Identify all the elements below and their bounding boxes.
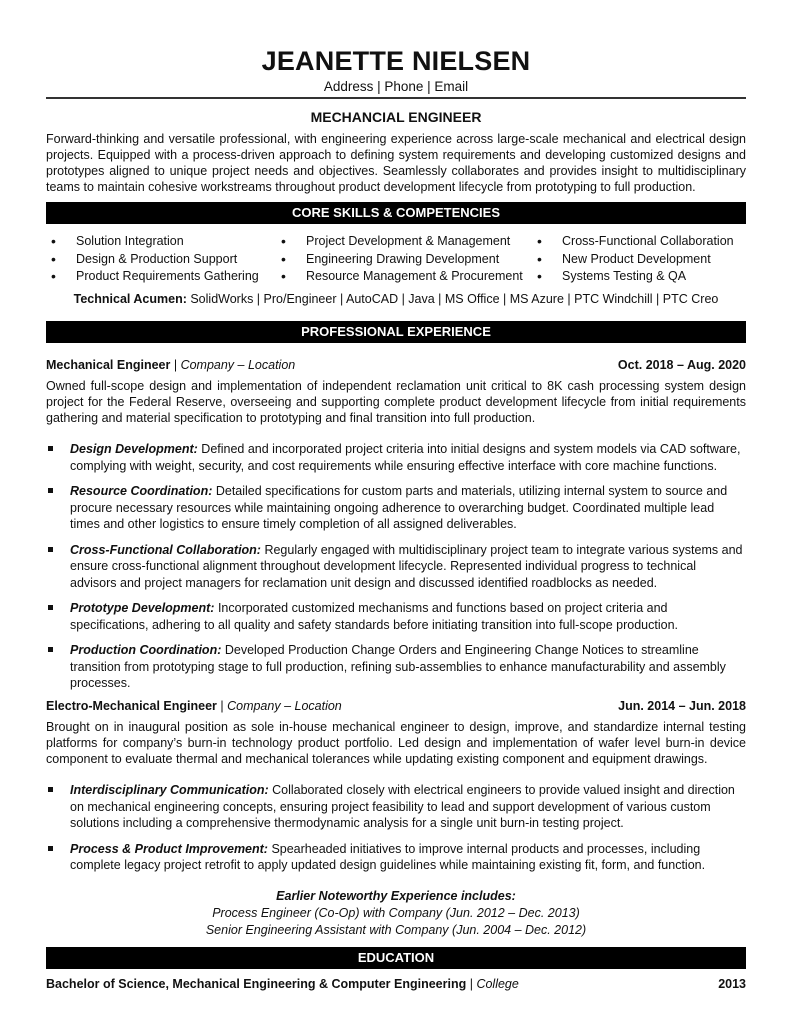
job-company: Company – Location	[227, 699, 342, 713]
achievement-item: Cross-Functional Collaboration: Regularly engaged with multidisciplinary project team to integrate various systems and ensure cross-functional alignment throughout development lifecycle. Represented individual progress to technical advisors and project managers for reclamation unit design and discussed identified roadblocks as needed.	[46, 542, 746, 592]
technical-acumen	[46, 292, 746, 306]
achievement-item: Interdisciplinary Communication: Collaborated closely with electrical engineers to provide valued insight and direction on mechanical engineering concepts, ensuring project feasibility to lead and support development of various custom solutions including a comprehensive thermodynamic analysis for a single unit burn-in testing project.	[46, 782, 746, 832]
skill-item: • Design & Production Support	[51, 250, 238, 267]
skill-item: • Cross-Functional Collaboration	[537, 233, 734, 249]
skill-item: • Systems Testing & QA	[537, 268, 687, 284]
achievement-item: Process & Product Improvement: Spearheaded initiatives to improve internal products and processes, including complete legacy project retrofit to apply updated design guidelines while maintaining existing fit, form, and function.	[46, 841, 746, 874]
bullet-icon: •	[51, 268, 56, 284]
square-bullet-icon	[48, 446, 53, 451]
square-bullet-icon	[48, 846, 53, 851]
contact-line: Address | Phone | Email	[323, 79, 469, 94]
candidate-name: JEANETTE NIELSEN	[261, 46, 531, 76]
square-bullet-icon	[48, 647, 53, 652]
square-bullet-icon	[48, 547, 53, 552]
graduation-year: 2013	[718, 977, 746, 991]
job-role: Mechanical Engineer	[46, 358, 171, 372]
section-header-skills: CORE SKILLS & COMPETENCIES	[46, 202, 746, 224]
bullet-icon: •	[537, 233, 542, 249]
earlier-experience-item: Senior Engineering Assistant with Company (Jun. 2004 – Dec. 2012)	[205, 923, 587, 937]
technical-acumen-list: SolidWorks | Pro/Engineer | AutoCAD | Java | MS Office | MS Azure | PTC Windchill | PTC Creo	[186, 292, 719, 306]
earlier-experience-item: Process Engineer (Co-Op) with Company (Jun. 2012 – Dec. 2013)	[212, 906, 580, 920]
skill-item: • Project Development & Management	[281, 233, 511, 249]
job-summary: Owned full-scope design and implementation of independent reclamation unit critical to 8K cash processing system design project for the Federal Reserve, overseeing and supporting complete product development lifecycle from initial requirements gathering and material specification to prototyping and final transition into full production.	[46, 379, 746, 425]
square-bullet-icon	[48, 605, 53, 610]
degree: Bachelor of Science, Mechanical Engineering & Computer Engineering	[46, 977, 467, 991]
job-dates: Jun. 2014 – Jun. 2018	[618, 699, 746, 713]
education-entry	[46, 977, 746, 991]
skills-column-2	[276, 233, 523, 286]
job-role: Electro-Mechanical Engineer	[46, 699, 217, 713]
job-dates: Oct. 2018 – Aug. 2020	[617, 358, 746, 372]
section-header-experience: PROFESSIONAL EXPERIENCE	[46, 321, 746, 343]
job-separator: |	[170, 358, 181, 372]
job-heading	[46, 699, 746, 713]
skills-column-1	[46, 233, 259, 286]
job-company: Company – Location	[180, 358, 296, 372]
skill-item: • Resource Management & Procurement	[281, 268, 523, 284]
achievement-item: Production Coordination: Developed Production Change Orders and Engineering Change Notices to streamline transition from prototyping stage to full production, refining sub-assemblies to enhance manufacturability and assembly processes.	[46, 642, 746, 692]
skills-column-3	[532, 233, 734, 286]
bullet-icon: •	[537, 268, 542, 284]
skill-item: • Solution Integration	[51, 233, 184, 249]
job-bullets	[46, 441, 746, 692]
technical-acumen-label: Technical Acumen:	[73, 292, 187, 306]
bullet-icon: •	[51, 250, 56, 267]
bullet-icon: •	[281, 268, 286, 284]
bullet-icon: •	[281, 233, 286, 249]
skill-item: • Engineering Drawing Development	[281, 250, 500, 267]
square-bullet-icon	[48, 787, 53, 792]
college: College	[476, 977, 519, 991]
professional-summary: Forward-thinking and versatile professional, with engineering experience across large-scale mechanical and electrical design projects. Equipped with a process-driven approach to defining system requirements and developing customized designs and prototypes aligned to unique project needs and objectives. Seamlessly collaborates and provides insight to multidisciplinary teams to maintain cohesive workstreams throughout product development lifecycle from prototyping to full production.	[46, 132, 746, 194]
job-heading	[46, 358, 746, 372]
header-divider	[46, 97, 746, 99]
bullet-icon: •	[281, 250, 286, 267]
achievement-item: Resource Coordination: Detailed specifications for custom parts and materials, utilizing internal system to source and procure necessary resources while maintaining ongoing adherence to overarching budget. Coordinated multiple lead times and other logistics to ensure timely completion of all assigned deliverables.	[46, 483, 746, 533]
skill-item: • Product Requirements Gathering	[51, 268, 259, 284]
bullet-icon: •	[537, 250, 542, 267]
earlier-experience-header: Earlier Noteworthy Experience includes:	[276, 889, 516, 903]
resume-title: MECHANCIAL ENGINEER	[310, 109, 482, 125]
square-bullet-icon	[48, 488, 53, 493]
education-separator: |	[466, 977, 477, 991]
section-header-education: EDUCATION	[46, 947, 746, 969]
skill-item: • New Product Development	[537, 250, 711, 267]
bullet-icon: •	[51, 233, 56, 249]
earlier-experience	[46, 888, 746, 939]
achievement-item: Prototype Development: Incorporated customized mechanisms and functions based on project criteria and specifications, adhering to all quality and safety standards before initiating transition into full-scope production.	[46, 600, 746, 633]
job-bullets	[46, 782, 746, 874]
job-separator: |	[216, 699, 228, 713]
achievement-item: Design Development: Defined and incorporated project criteria into initial designs and system models via CAD software, complying with weight, security, and cost requirements while ensuring effective interface with core machine functions.	[46, 441, 746, 474]
job-summary: Brought on in inaugural position as sole in-house mechanical engineer to design, improve, and standardize internal testing platforms for company’s burn-in technology product portfolio. Led design and implementation of wafer level burn-in device component to evaluate thermal and mechanical tolerances while updating existing component and equipment drawings.	[46, 720, 746, 766]
